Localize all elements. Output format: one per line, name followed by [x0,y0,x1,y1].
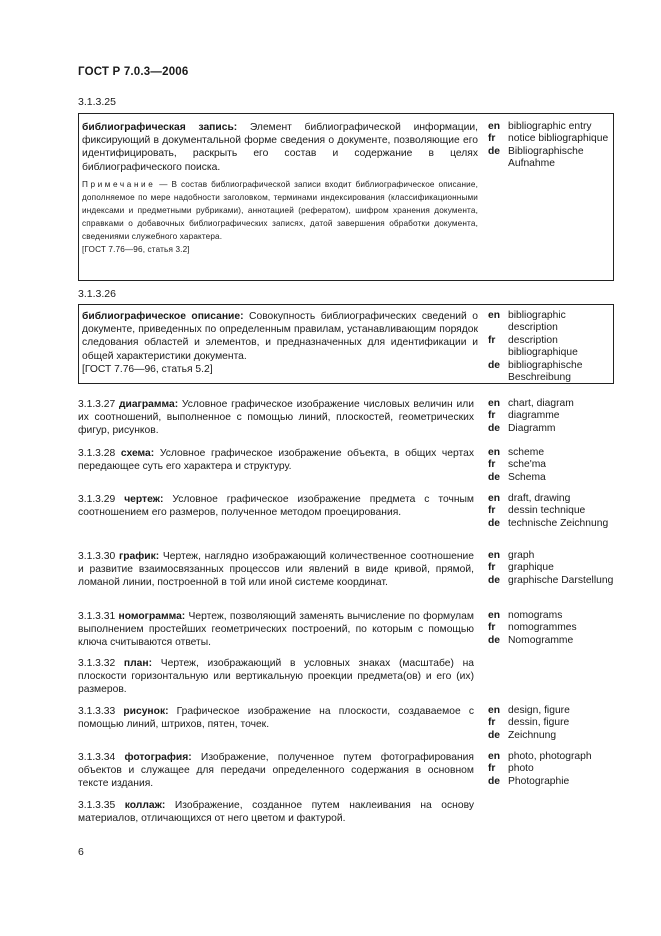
translation-fr: description bibliographique [508,334,578,359]
term-name: план: [123,658,153,669]
term-definition [82,121,478,256]
translations: en nomograms fr nomogrammes de Nomogramme [488,610,614,647]
term-name: диаграмма: [118,399,179,410]
translation-de: Diagramm [508,422,556,434]
translation-en: chart, diagram [508,398,574,409]
term-number: 3.1.3.27 [78,399,116,410]
term-number: 3.1.3.32 [78,658,116,669]
translations: en bibliographic entry fr notice bibliographique de Bibliographische Aufnahme [488,121,614,171]
term-name: библиографическое описание: [82,311,244,322]
translation-en: scheme [508,447,545,458]
term-number: 3.1.3.28 [78,448,116,459]
definition-text: Чертеж, позволяющий заменять вычисление по формулам выполнением простейших геометрических построений, по которым с помощью ключа считываются ответы. [78,611,474,649]
term-number: 3.1.3.35 [78,800,116,811]
term-definition [82,310,478,376]
translation-de: Photographie [508,775,570,787]
term-note [82,178,478,243]
definition-text: Изображение, созданное путем наклеивания на основу материалов, отличающихся от него цветом и фактурой. [78,800,474,825]
translation-en: bibliographic description [508,310,566,334]
definition-text: Условное графическое изображение предмета с точным соотношением его размеров, полученное методом проецирования. [78,494,474,519]
term-definition [78,447,474,473]
term-source: [ГОСТ 7.76—96, статья 5.2] [82,363,213,375]
term-name: рисунок: [123,706,169,717]
note-text: — В состав библиографической записи входит библиографическое описание, дополняемое по мере надобности заголовком, терминами индексирования (классификационными индексами и предметными рубриками), аннотацией (рефератом), шифром хранения документа, справками о добавочных библиографических записях, датой завершения обработки документа, сведениями служебного характера. [82,179,478,241]
term-number: 3.1.3.34 [78,752,116,763]
term-definition [78,610,474,650]
translation-de: Schema [508,471,546,483]
term-definition [78,398,474,438]
definition-text: Элемент библиографической информации, фиксирующий в документальной форме сведения о документе, позволяющие его идентифицировать, раскрыть его состав и содержание в целях библиографического поиска. [82,122,478,173]
term-definition [78,493,474,519]
translation-de: technische Zeichnung [508,517,609,529]
translation-fr: photo [508,763,534,775]
definition-text: Совокупность библиографических сведений о документе, приведенных по определенным правилам, устанавливающим порядок следования областей и элементов, и предназначенных для идентификации и общей характеристики документа. [82,311,478,362]
note-label: Примечание [82,179,156,189]
translation-en: bibliographic entry [508,121,592,132]
translation-fr: dessin, figure [508,717,570,729]
translation-en: graph [508,550,535,561]
definition-text: Изображение, полученное путем фотографирования объектов и служащее для передачи определенного содержания в основном тексте издания. [78,752,474,790]
translation-fr: diagramme [508,410,560,422]
translation-de: graphische Darstellung [508,574,614,586]
translations: en chart, diagram fr diagramme de Diagramm [488,398,614,435]
term-box [78,113,614,281]
term-source: [ГОСТ 7.76—96, статья 3.2] [82,244,190,254]
translation-de: Nomogramme [508,634,574,646]
term-number: 3.1.3.26 [78,288,116,300]
term-definition [78,799,474,825]
translations: en bibliographic description fr description bibliographique de bibliographische Beschreibung [488,310,614,384]
translation-fr: sche'ma [508,459,547,471]
translation-de: bibliographische Beschreibung [508,359,583,384]
translation-en: nomograms [508,610,563,621]
term-number: 3.1.3.25 [78,96,116,108]
translation-fr: dessin technique [508,505,586,517]
translation-de: Zeichnung [508,729,557,741]
translations: en design, figure fr dessin, figure de Zeichnung [488,705,614,742]
translation-fr: graphique [508,562,554,574]
translation-en: draft, drawing [508,493,571,504]
translations: en photo, photograph fr photo de Photographie [488,751,614,788]
term-number: 3.1.3.33 [78,706,116,717]
translation-de: Bibliographische Aufnahme [508,145,584,170]
page-number: 6 [78,846,84,858]
term-name: коллаж: [124,800,166,811]
translation-en: photo, photograph [508,751,592,762]
translation-fr: nomogrammes [508,622,577,634]
definition-text: Условное графическое изображение объекта, в общих чертах передающее суть его характера и структуру. [78,448,474,473]
term-definition [78,657,474,697]
translation-en: design, figure [508,705,570,716]
term-name: библиографическая запись: [82,122,238,133]
term-definition [78,751,474,791]
definition-text: Чертеж, наглядно изображающий количественное соотношение и развитие взаимосвязанных процессов или явлений в виде кривой, прямой, ломаной линии, построенной в той или иной системе координат. [78,551,474,589]
term-number: 3.1.3.30 [78,551,116,562]
term-definition [78,550,474,590]
definition-text: Чертеж, изображающий в условных знаках (масштабе) на плоскости горизонтальную или вертикальную проекции предмета(ов) и его (их) размеров. [78,658,474,696]
term-definition [78,705,474,731]
definition-text: Условное графическое изображение числовых величин или их соотношений, выполненное с помощью линий, плоскостей, геометрических фигур, рисунков. [78,399,474,437]
term-number: 3.1.3.31 [78,611,116,622]
term-name: фотография: [124,752,192,763]
term-number: 3.1.3.29 [78,494,116,505]
translations: en graph fr graphique de graphische Darstellung [488,550,614,586]
term-box [78,304,614,384]
term-name: график: [118,551,160,562]
document-header: ГОСТ Р 7.0.3—2006 [78,66,189,78]
translations: en draft, drawing fr dessin technique de technische Zeichnung [488,493,614,530]
translation-fr: notice bibliographique [508,133,609,145]
translations: en scheme fr sche'ma de Schema [488,447,614,484]
term-name: номограмма: [118,611,186,622]
term-name: схема: [120,448,155,459]
definition-text: Графическое изображение на плоскости, создаваемое с помощью линий, штрихов, пятен, точек. [78,706,474,731]
term-name: чертеж: [124,494,164,505]
